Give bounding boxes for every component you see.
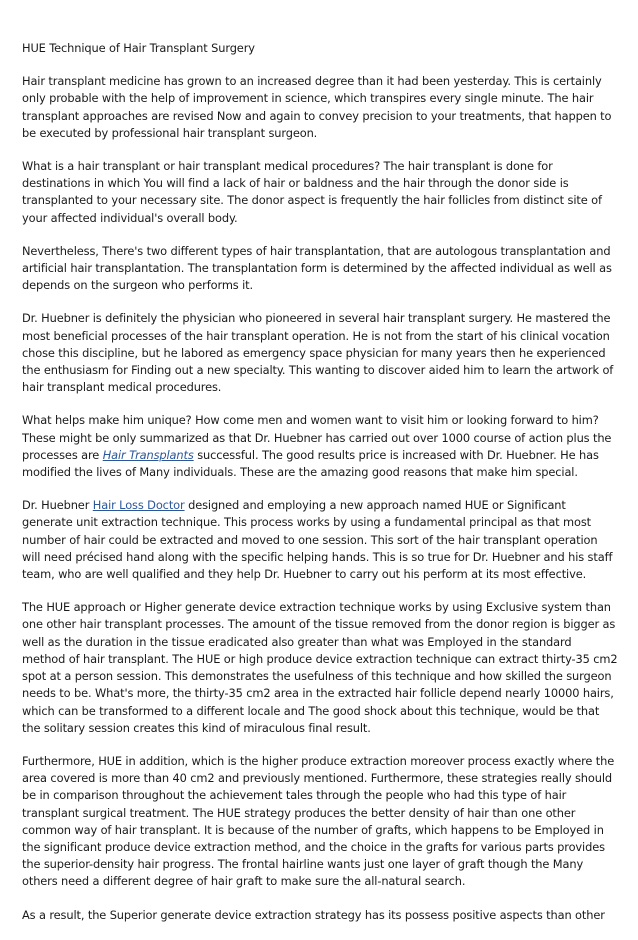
paragraph-6: [22, 497, 618, 583]
paragraph-4: Dr. Huebner is definitely the physician who pioneered in several hair transplant surgery. He mastered the most beneficial processes of the hair transplant operation. He is not from the start of his clinical vocation chose this discipline, but he labored as emergency space physician for many years then he experienced the enthusiasm for Finding out a new specialty. This wanting to discover aided him to learn the artwork of hair transplant medical procedures.: [22, 311, 614, 395]
hair-transplants-link[interactable]: Hair Transplants: [102, 447, 194, 462]
paragraph-1: Hair transplant medicine has grown to an increased degree than it had been yesterday. This is certainly only probable with the help of improvement in science, which transpires every single minute. The hair transplant approaches are revised Now and again to convey precision to your treatments, that happen to be executed by professional hair transplant surgeon.: [22, 74, 612, 140]
paragraph-6-text-before: Dr. Huebner: [22, 498, 93, 513]
paragraph-5: [22, 412, 618, 481]
paragraph-2: What is a hair transplant or hair transplant medical procedures? The hair transplant is done for destinations in which You will find a lack of hair or baldness and the hair through the donor side is transplanted to your necessary site. The donor aspect is frequently the hair follicles from distinct site of your affected individual's overall body.: [22, 159, 602, 225]
hair-loss-doctor-link[interactable]: Hair Loss Doctor: [92, 498, 185, 513]
document-title: HUE Technique of Hair Transplant Surgery: [22, 41, 255, 55]
paragraph-8: Furthermore, HUE in addition, which is the higher produce extraction moreover process exactly where the area covered is more than 40 cm2 and previously mentioned. Furthermore, these strategies really should be in comparison throughout the achievement tales through the people who had this type of hair transplant surgical treatment. The HUE strategy produces the better density of hair than one other common way of hair transplant. It is because of the number of grafts, which happens to be Employed in the significant produce device extraction method, and the choice in the grafts for various parts provides the superior-density hair progress. The frontal hairline wants just one layer of graft though the Many others need a different degree of hair graft to make sure the all-natural search.: [22, 753, 615, 889]
paragraph-7: The HUE approach or Higher generate device extraction technique works by using Exclusive system than one other hair transplant processes. The amount of the tissue removed from the donor region is bigger as well as the duration in the tissue eradicated also greater than what was Employed in the standard method of hair transplant. The HUE or high produce device extraction technique can extract thirty-35 cm2 spot at a person session. This demonstrates the usefulness of this technique and how skilled the surgeon needs to be. What's more, the thirty-35 cm2 area in the extracted hair follicle depend nearly 10000 hairs, which can be transformed to a different locale and The good shock about this technique, would be that the solitary session creates this kind of miraculous final result.: [22, 600, 618, 735]
document-page: [22, 40, 618, 940]
paragraph-5-text-after: successful. The good results price is increased with Dr. Huebner. He has modified the lives of Many individuals. These are the amazing good reasons that make him special.: [22, 447, 599, 480]
paragraph-3: Nevertheless, There's two different types of hair transplantation, that are autologous transplantation and artificial hair transplantation. The transplantation form is determined by the affected individual as well as depends on the surgeon who performs it.: [22, 243, 612, 293]
paragraph-9: As a result, the Superior generate device extraction strategy has its possess positive aspects than other: [22, 907, 605, 922]
paragraph-5-text-before: What helps make him unique? How come men and women want to visit him or looking forward to him? These might be only summarized as that Dr. Huebner has carried out over 1000 course of action plus the processes are: [22, 413, 612, 462]
paragraph-6-text-after: designed and employing a new approach named HUE or Significant generate unit extraction technique. This process works by using a fundamental principal as that most number of hair could be extracted and moved to one session. This sort of the hair transplant operation will need précised hand along with the specific helping hands. This is so true for Dr. Huebner and his staff team, who are well qualified and they help Dr. Huebner to carry out his perform at its most effective.: [22, 498, 613, 582]
